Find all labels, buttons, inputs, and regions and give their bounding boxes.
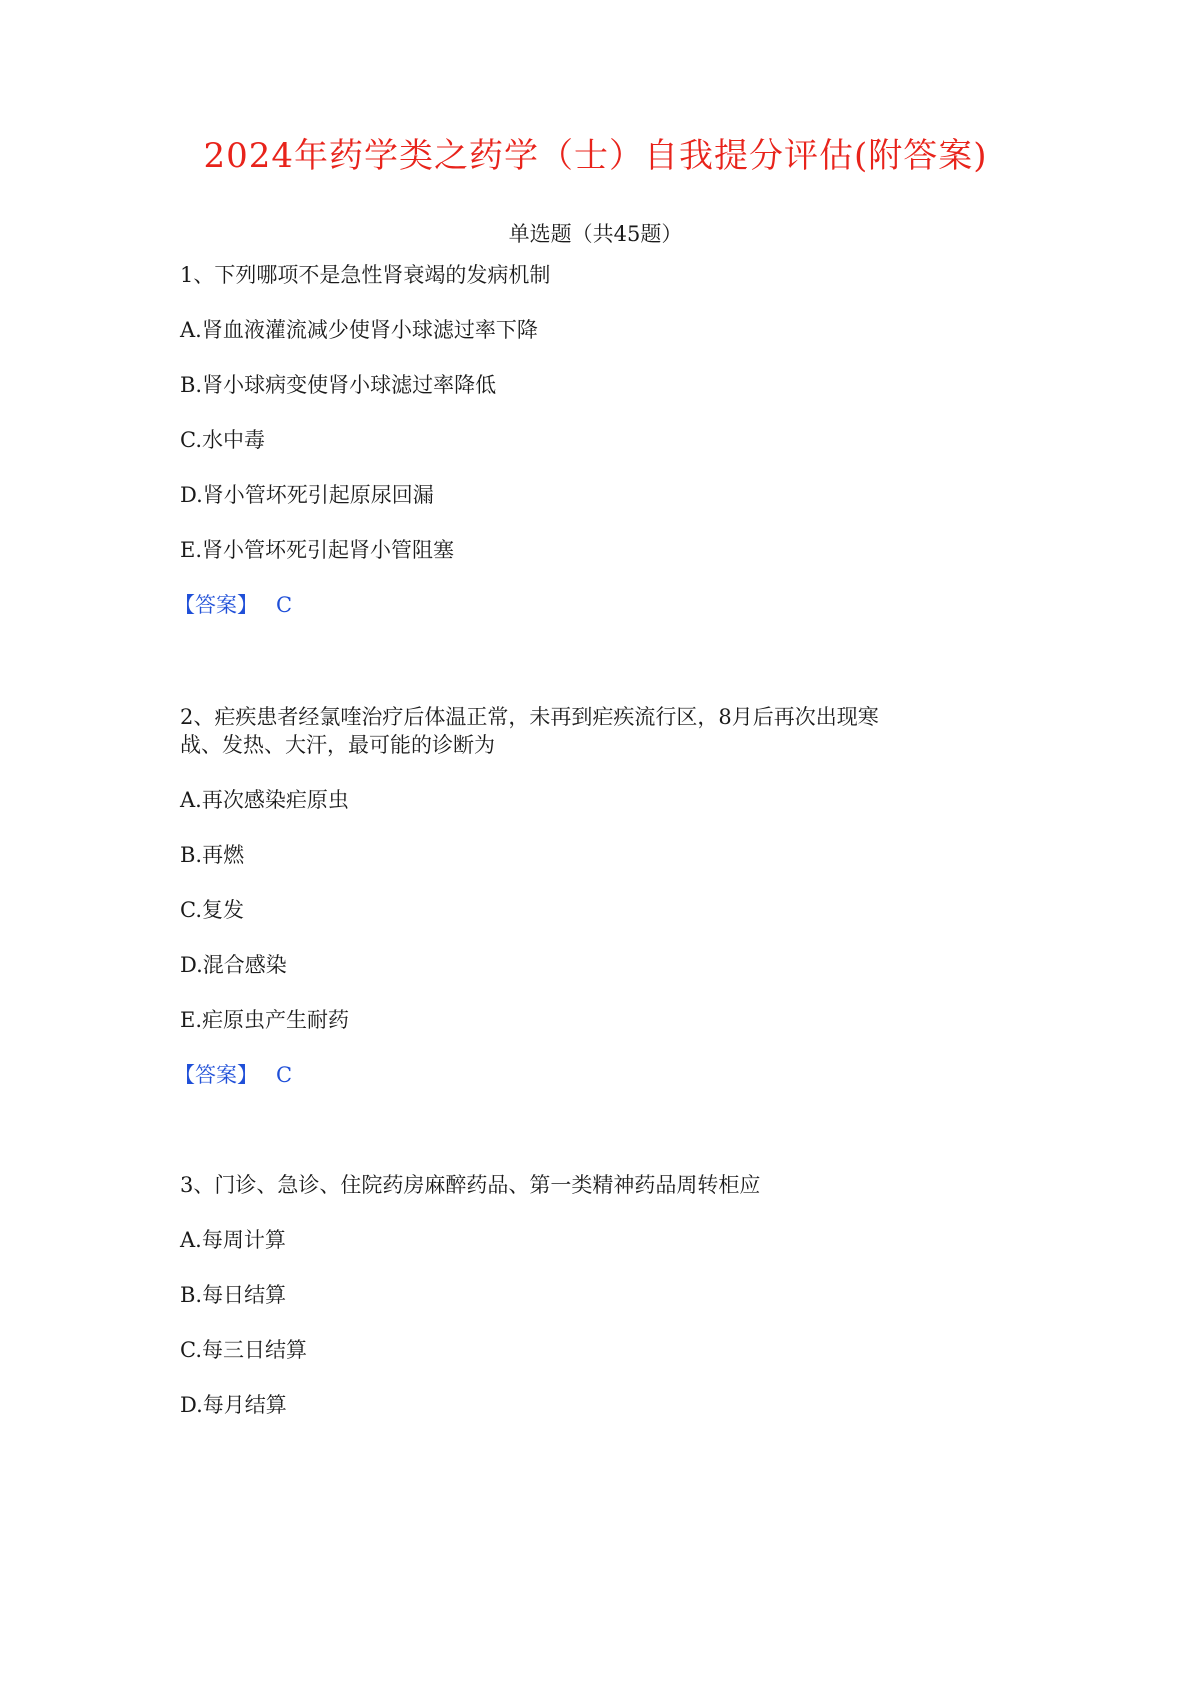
answer-label: 【答案】	[174, 593, 258, 617]
question-option: B.每日结算	[180, 1283, 287, 1307]
question-option: C.每三日结算	[180, 1338, 307, 1362]
question-option: E.肾小管坏死引起肾小管阻塞	[180, 538, 455, 562]
question-stem: 3、门诊、急诊、住院药房麻醉药品、第一类精神药品周转柜应	[180, 1173, 761, 1197]
section-heading: 单选题（共45题）	[508, 222, 683, 246]
question-option: A.再次感染疟原虫	[180, 788, 349, 812]
question-option: D.混合感染	[180, 953, 287, 977]
question-option: D.肾小管坏死引起原尿回漏	[180, 483, 434, 507]
page-title: 2024年药学类之药学（士）自我提分评估(附答案)	[203, 136, 988, 176]
question-option: B.肾小球病变使肾小球滤过率降低	[180, 373, 497, 397]
question-option: B.再燃	[180, 843, 245, 867]
answer-label: 【答案】	[174, 1063, 258, 1087]
answer-value: C	[276, 593, 293, 617]
answer-value: C	[276, 1063, 293, 1087]
answer-line	[174, 1058, 1004, 1092]
question-option: C.复发	[180, 898, 244, 922]
answer-line	[174, 588, 1004, 622]
question-stem: 1、下列哪项不是急性肾衰竭的发病机制	[180, 263, 551, 287]
question-option: A.每周计算	[180, 1228, 286, 1252]
question-option: A.肾血液灌流减少使肾小球滤过率下降	[180, 318, 538, 342]
question-option: C.水中毒	[180, 428, 265, 452]
question-stem: 2、疟疾患者经氯喹治疗后体温正常，未再到疟疾流行区，8月后再次出现寒	[180, 705, 879, 729]
question-option: E.疟原虫产生耐药	[180, 1008, 350, 1032]
question-option: D.每月结算	[180, 1393, 287, 1417]
question-stem: 战、发热、大汗，最可能的诊断为	[180, 733, 495, 757]
